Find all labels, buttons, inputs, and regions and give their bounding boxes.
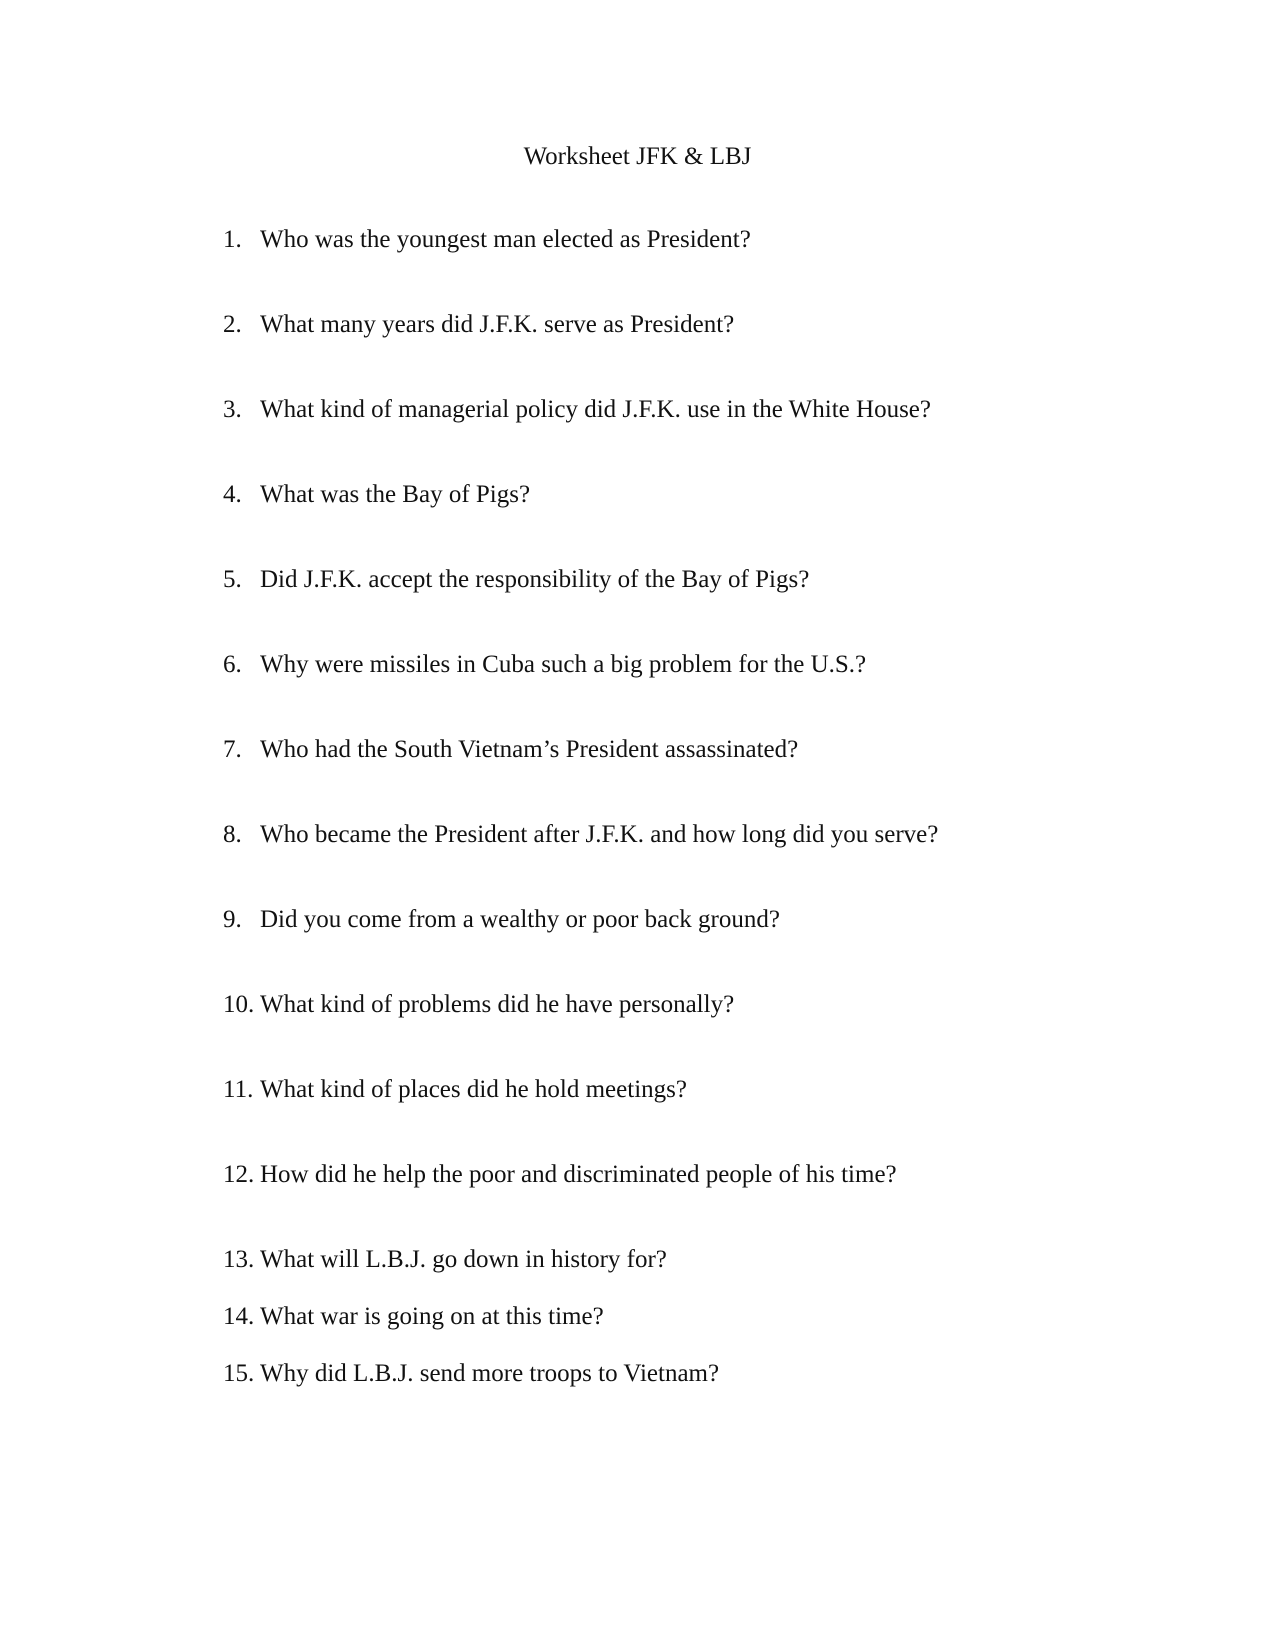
question-text: What was the Bay of Pigs? [260, 481, 531, 508]
question-text: What kind of problems did he have personally? [260, 991, 735, 1018]
question-number: 9. [223, 906, 242, 933]
question-number: 5. [223, 566, 242, 593]
question-item [223, 990, 734, 1020]
question-number: 7. [223, 736, 242, 763]
question-number: 15. [223, 1360, 255, 1387]
question-number: 14. [223, 1303, 255, 1330]
question-number: 2. [223, 311, 242, 338]
question-text: What will L.B.J. go down in history for? [260, 1246, 667, 1273]
question-item [223, 1302, 604, 1332]
question-item [223, 395, 931, 425]
question-number: 8. [223, 821, 242, 848]
question-text: Why did L.B.J. send more troops to Vietnam? [260, 1360, 720, 1387]
question-text: What many years did J.F.K. serve as President? [260, 311, 735, 338]
question-text: Did you come from a wealthy or poor back ground? [260, 906, 780, 933]
question-item [223, 820, 938, 850]
question-text: How did he help the poor and discriminated people of his time? [260, 1161, 897, 1188]
worksheet-title: Worksheet JFK & LBJ [523, 143, 752, 170]
question-text: Why were missiles in Cuba such a big problem for the U.S.? [260, 651, 867, 678]
question-item [223, 225, 751, 255]
question-number: 13. [223, 1246, 255, 1273]
question-item [223, 1245, 667, 1275]
question-number: 1. [223, 226, 242, 253]
question-text: What war is going on at this time? [260, 1303, 604, 1330]
question-text: Who became the President after J.F.K. and how long did you serve? [260, 821, 939, 848]
question-number: 11. [223, 1076, 254, 1103]
question-number: 6. [223, 651, 242, 678]
question-item [223, 735, 798, 765]
question-item [223, 1075, 687, 1105]
question-item [223, 905, 780, 935]
question-item [223, 1160, 897, 1190]
question-text: What kind of managerial policy did J.F.K. use in the White House? [260, 396, 931, 423]
question-number: 3. [223, 396, 242, 423]
question-text: What kind of places did he hold meetings? [260, 1076, 687, 1103]
question-item [223, 480, 530, 510]
question-text: Did J.F.K. accept the responsibility of the Bay of Pigs? [260, 566, 810, 593]
question-item [223, 310, 734, 340]
question-number: 12. [223, 1161, 255, 1188]
question-text: Who had the South Vietnam’s President assassinated? [260, 736, 799, 763]
question-number: 10. [223, 991, 255, 1018]
question-number: 4. [223, 481, 242, 508]
question-item [223, 565, 809, 595]
question-text: Who was the youngest man elected as President? [260, 226, 751, 253]
question-item [223, 1359, 719, 1389]
question-item [223, 650, 866, 680]
